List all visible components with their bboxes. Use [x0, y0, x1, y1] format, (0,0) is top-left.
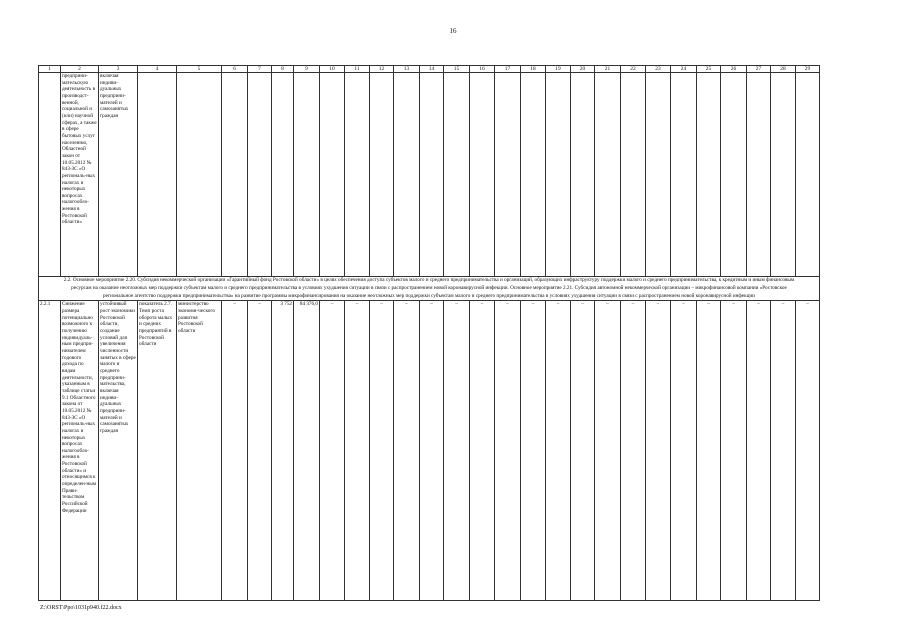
table-cell — [39, 73, 61, 277]
table-cell: предприни-мательскую деятельность в производст-венной, социальной и (или) научной сферах, а также в сфере бытовых услуг населению, Областной закон от 10.05.2012 № 843-ЗС «О региональ-ных налогах и некоторых вопросах налогообло-жения в Ростовской области» — [61, 73, 99, 277]
table-cell: – — [546, 301, 571, 601]
column-number: 25 — [697, 66, 721, 73]
column-number: 29 — [796, 66, 820, 73]
column-number: 12 — [370, 66, 394, 73]
column-number: 3 — [99, 66, 138, 73]
table-cell: – — [747, 301, 771, 601]
column-number: 26 — [721, 66, 747, 73]
column-number: 11 — [345, 66, 370, 73]
continued-row — [39, 73, 820, 277]
table-cell — [571, 73, 595, 277]
column-number: 24 — [671, 66, 697, 73]
column-number: 4 — [138, 66, 177, 73]
table-cell: – — [646, 301, 671, 601]
table-cell: – — [621, 301, 646, 601]
table-cell — [747, 73, 771, 277]
table-cell — [294, 73, 320, 277]
row-number: 2.2.1 — [39, 301, 61, 601]
table-cell: – — [796, 301, 820, 601]
table-cell: – — [394, 301, 420, 601]
table-cell — [595, 73, 621, 277]
table-cell: 84 376,0 — [294, 301, 320, 601]
table-cell — [546, 73, 571, 277]
table-cell: – — [521, 301, 546, 601]
table-cell — [222, 73, 248, 277]
table-cell — [646, 73, 671, 277]
column-number: 1 — [39, 66, 61, 73]
column-number: 10 — [320, 66, 345, 73]
table-cell: – — [571, 301, 595, 601]
table-row — [39, 301, 820, 601]
table-cell — [621, 73, 646, 277]
measure-name: Снижение размера потенциально возможного к получению индивидуаль-ным предпри-нимателем годового дохода по видам деятельности, указанным в таблице статьи 9.1 Областного закона от 10.05.2012 № 843-ЗС «О региональ-ных налогах и некоторых вопросах налогообло-жения в Ростовской области» и относящимся к определен-ным Прави-тельством Российской Федерации — [61, 301, 99, 601]
table-cell: – — [495, 301, 521, 601]
column-number: 8 — [272, 66, 294, 73]
table-cell — [394, 73, 420, 277]
table-cell: включая индиви-дуальных предприни-мателей и самозанятых граждан — [99, 73, 138, 277]
table-cell: – — [222, 301, 248, 601]
section-heading: 2.2. Основное мероприятие 2.20. Субсидия некоммерческой организации «Гарантийный фонд Ростовской области» в целях обеспечения доступа субъектов малого и среднего предпринимательства и организаций, образующих инфраструктуру поддержки малого и среднего предпринимательства, к кредитным и иным финансовым ресурсам на оказание неотложных мер поддержки субъектам малого и среднего предпринимательства в условиях ухудшения ситуации в связи с распространением новой коронавирусной инфекции. Основное мероприятие 2.21. Субсидия автономной некоммерческой организации – микрофинансовой компании «Ростовское региональное агентство поддержки предпринимательства» на развитие программы микрофинансирования на оказание неотложных мер поддержки субъектам малого и среднего предпринимательства в условиях ухудшения ситуации в связи с распространением новой коронавирусной инфекции — [39, 277, 820, 301]
column-number: 22 — [621, 66, 646, 73]
table-cell: – — [697, 301, 721, 601]
page-number: 16 — [449, 27, 457, 35]
table-cell — [671, 73, 697, 277]
table-cell — [138, 73, 177, 277]
table-cell — [721, 73, 747, 277]
column-number: 28 — [771, 66, 796, 73]
table-cell — [697, 73, 721, 277]
column-number: 9 — [294, 66, 320, 73]
table-cell: – — [370, 301, 394, 601]
table-cell — [370, 73, 394, 277]
table-cell: – — [595, 301, 621, 601]
table-cell — [470, 73, 495, 277]
table-cell — [495, 73, 521, 277]
indicator: показатель 2.7. Темп роста оборота малых и средних предприятий в Ростовской области — [138, 301, 177, 601]
column-number: 27 — [747, 66, 771, 73]
responsible-executor: министерство экономи-ческого развития Ростовской области — [177, 301, 222, 601]
column-number: 16 — [470, 66, 495, 73]
table-cell: – — [345, 301, 370, 601]
table-cell: – — [721, 301, 747, 601]
table-cell — [177, 73, 222, 277]
table-cell — [796, 73, 820, 277]
column-number: 14 — [420, 66, 444, 73]
table-cell — [444, 73, 470, 277]
table-cell — [420, 73, 444, 277]
program-table — [38, 65, 820, 601]
table-cell: – — [420, 301, 444, 601]
column-number: 13 — [394, 66, 420, 73]
table-cell: – — [771, 301, 796, 601]
column-number: 15 — [444, 66, 470, 73]
table-cell — [272, 73, 294, 277]
column-number: 19 — [546, 66, 571, 73]
column-number: 7 — [248, 66, 272, 73]
column-number: 5 — [177, 66, 222, 73]
table-cell: – — [671, 301, 697, 601]
table-cell: – — [444, 301, 470, 601]
table-cell — [248, 73, 272, 277]
column-number: 17 — [495, 66, 521, 73]
column-number: 6 — [222, 66, 248, 73]
column-number-row — [39, 66, 820, 73]
table-cell — [320, 73, 345, 277]
table-cell — [345, 73, 370, 277]
column-number: 2 — [61, 66, 99, 73]
table-cell: – — [320, 301, 345, 601]
column-number: 21 — [595, 66, 621, 73]
column-number: 18 — [521, 66, 546, 73]
file-path-footer: Z:\ORST\Ppo\1031p940.f22.docx — [40, 605, 122, 611]
table-cell: – — [248, 301, 272, 601]
table-cell: – — [470, 301, 495, 601]
table-cell — [521, 73, 546, 277]
column-number: 20 — [571, 66, 595, 73]
expected-result: устойчивый рост экономики Ростовской области, создание условий для увеличения численности занятых в сфере малого и среднего предприни-мательства, включая индиви-дуальных предприни-мателей и самозанятых граждан — [99, 301, 138, 601]
table-cell: 3 752 — [272, 301, 294, 601]
section-heading-row — [39, 277, 820, 301]
column-number: 23 — [646, 66, 671, 73]
table-cell — [771, 73, 796, 277]
